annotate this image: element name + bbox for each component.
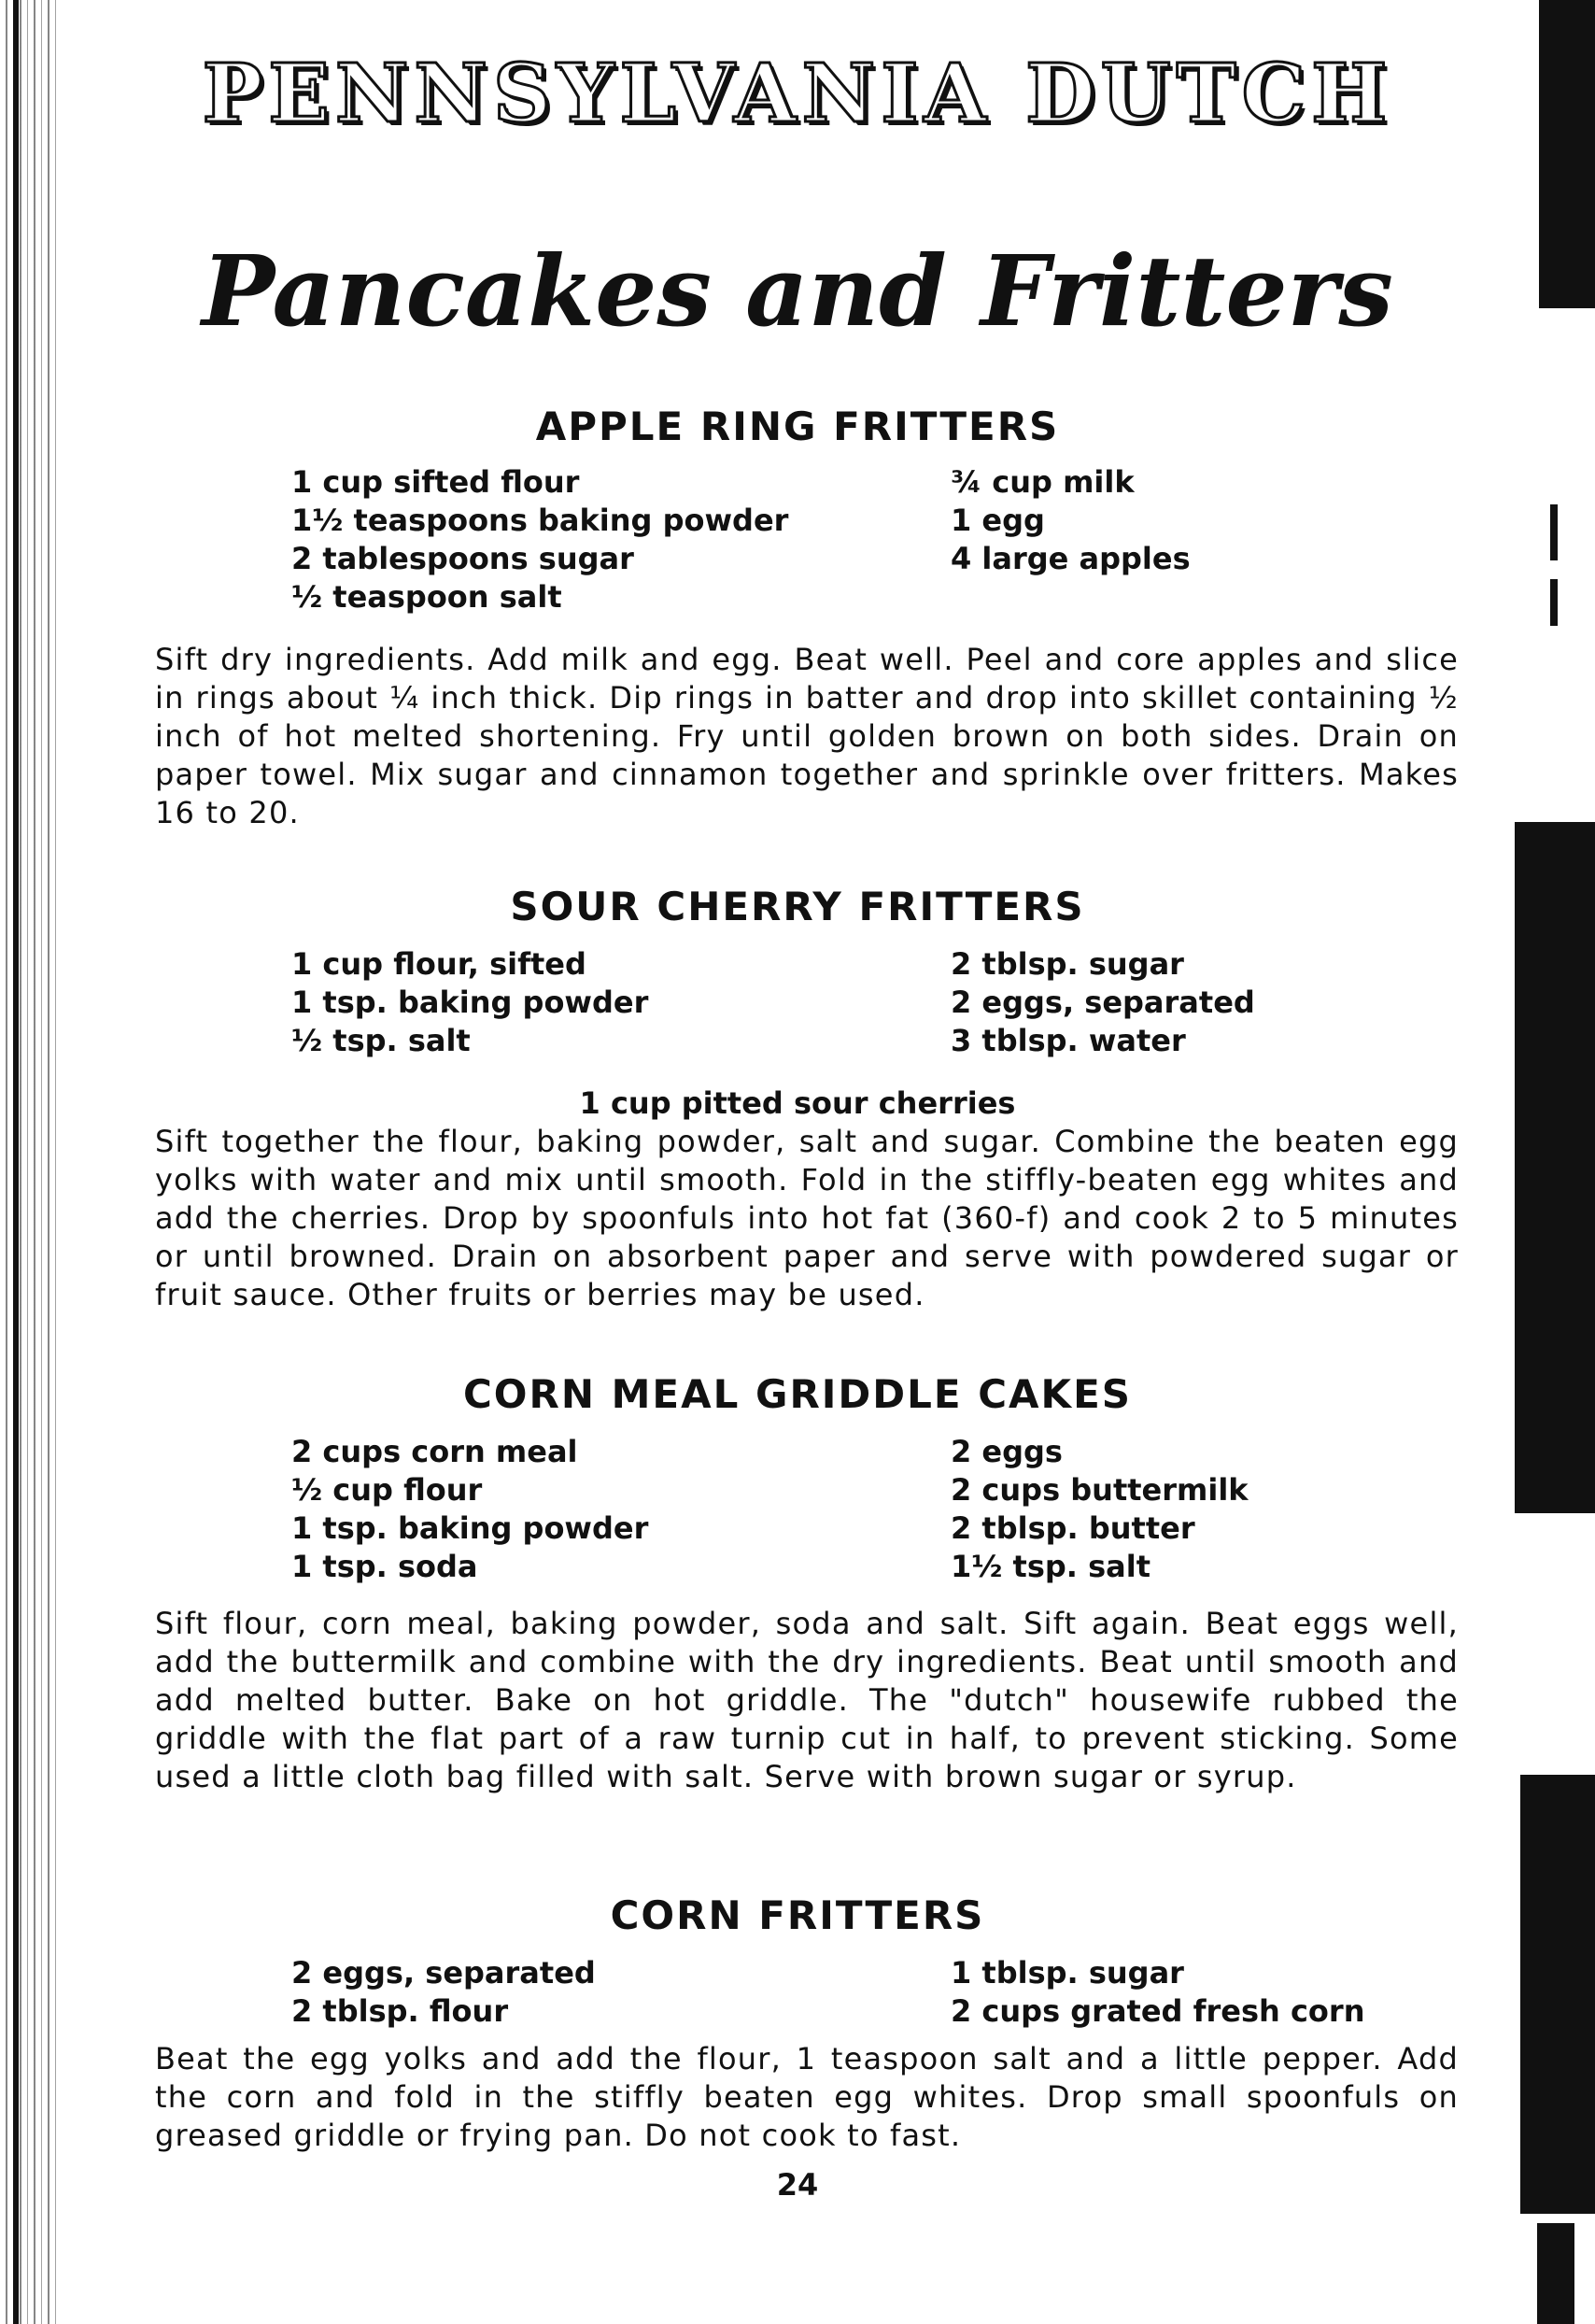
ingredient: ½ cup flour (291, 1472, 483, 1508)
ingredient: 4 large apples (951, 541, 1191, 576)
ingredient: 2 eggs, separated (951, 985, 1255, 1020)
ingredient: 1 tblsp. sugar (951, 1955, 1184, 1991)
recipe-instructions: Sift together the flour, baking powder, salt and sugar. Combine the beaten egg yolks with water and mix until smooth. Fold in the stiffly-beaten egg whites and add the cherries. Drop by spoonfuls into hot fat (360-f) and cook 2 to 5 minutes or until browned. Drain on absorbent paper and serve with powdered sugar or fruit sauce. Other fruits or berries may be used. (155, 1124, 1459, 1312)
ingredient: 2 eggs, separated (291, 1955, 596, 1991)
recipe-instructions: Sift dry ingredients. Add milk and egg. Beat well. Peel and core apples and slice in rings about ¼ inch thick. Dip rings in batter and drop into skillet containing ½ inch of hot melted shortening. Fry until golden brown on both sides. Drain on paper towel. Mix sugar and cinnamon together and sprinkle over fritters. Makes 16 to 20. (155, 642, 1459, 830)
ingredient: 2 tblsp. sugar (951, 946, 1184, 982)
recipe-title: SOUR CHERRY FRITTERS (510, 884, 1085, 929)
ingredient-list-left (291, 1433, 648, 1586)
book-title: PENNSYLVANIA DUTCH (202, 47, 1393, 141)
ingredient-list-right (951, 945, 1255, 1060)
recipe-title: CORN MEAL GRIDDLE CAKES (462, 1371, 1133, 1417)
ingredient: 1 tsp. baking powder (291, 1510, 649, 1546)
ingredient-list-left (291, 1954, 596, 2031)
ingredient: 1 cup flour, sifted (291, 946, 586, 982)
ingredient-list-left (291, 945, 648, 1060)
scan-edge-mark (1550, 579, 1558, 626)
ingredient-centered: 1 cup pitted sour cherries (579, 1085, 1016, 1121)
ingredient: 1 tsp. baking powder (291, 985, 649, 1020)
ingredient: 2 cups grated fresh corn (951, 1993, 1365, 2029)
recipe-instructions: Beat the egg yolks and add the flour, 1 teaspoon salt and a little pepper. Add the corn and fold in the stiffly beaten egg whites. Drop small spoonfuls on greased griddle or frying pan. Do not cook to fast. (155, 2041, 1459, 2153)
page-number: 24 (776, 2167, 819, 2203)
recipe-title: CORN FRITTERS (610, 1892, 985, 1938)
ingredient-list-right (951, 1433, 1249, 1586)
ingredient: 1 cup sifted flour (291, 464, 580, 500)
scan-edge-right (1537, 2223, 1574, 2324)
ingredient: 1½ teaspoons baking powder (291, 503, 789, 538)
ingredient: 2 eggs (951, 1434, 1063, 1469)
ingredient: 2 cups corn meal (291, 1434, 578, 1469)
scan-edge-left-bar (13, 0, 19, 2324)
ingredient: 1½ tsp. salt (951, 1549, 1150, 1584)
recipe-instructions: Sift flour, corn meal, baking powder, soda and salt. Sift again. Beat eggs well, add the buttermilk and combine with the dry ingredients. Beat until smooth and add melted butter. Bake on hot griddle. The "dutch" housewife rubbed the griddle with the flat part of a raw turnip cut in half, to prevent sticking. Some used a little cloth bag filled with salt. Serve with brown sugar or syrup. (155, 1606, 1459, 1794)
scan-edge-mark (1550, 504, 1558, 560)
ingredient: 3 tblsp. water (951, 1023, 1186, 1058)
ingredient: 2 tblsp. flour (291, 1993, 509, 2029)
ingredient: 1 tsp. soda (291, 1549, 478, 1584)
ingredient-list-left (291, 463, 788, 616)
scan-edge-right (1520, 1775, 1595, 2214)
ingredient-list-right (951, 463, 1191, 578)
recipe-title: APPLE RING FRITTERS (535, 404, 1060, 449)
ingredient: ½ tsp. salt (291, 1023, 471, 1058)
ingredient: 2 cups buttermilk (951, 1472, 1249, 1508)
scan-edge-left (0, 0, 58, 2324)
ingredient: 1 egg (951, 503, 1045, 538)
ingredient: ¾ cup milk (951, 464, 1135, 500)
ingredient-list-right (951, 1954, 1364, 2031)
ingredient: ½ teaspoon salt (291, 579, 562, 615)
ingredient: 2 tblsp. butter (951, 1510, 1195, 1546)
section-title: Pancakes and Fritters (202, 234, 1393, 348)
ingredient: 2 tablespoons sugar (291, 541, 634, 576)
